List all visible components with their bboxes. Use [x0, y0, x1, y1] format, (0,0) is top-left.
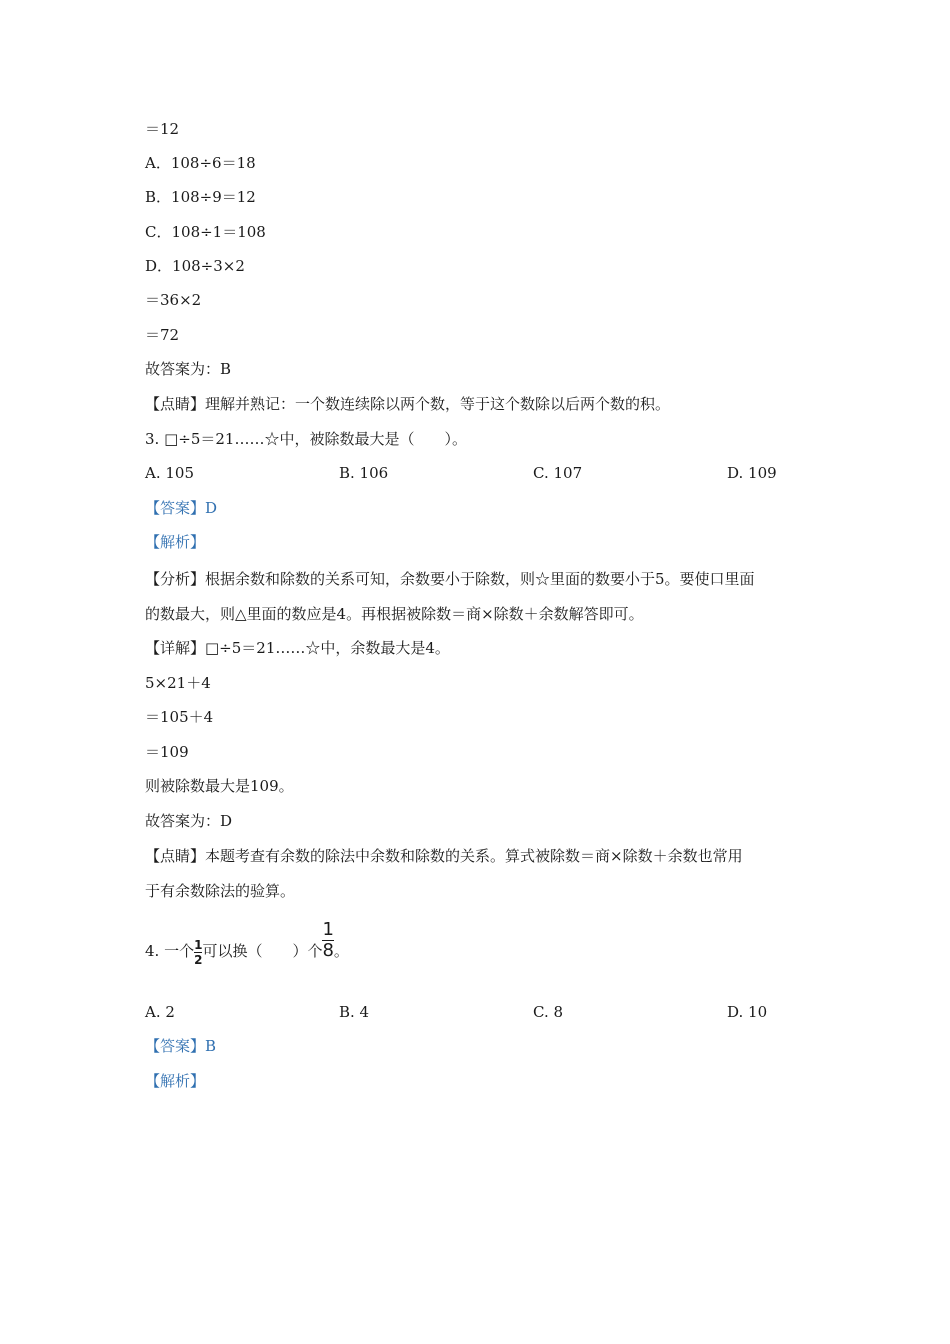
analysis-paragraph: 的数最大，则△里面的数应是4。再根据被除数＝商×除数＋余数解答即可。 — [145, 605, 644, 623]
calc-line: ＝72 — [145, 326, 180, 344]
question-4-option-d: D. 10 — [727, 1003, 768, 1021]
result-line: 则被除数最大是109。 — [145, 777, 294, 795]
question-4-stem — [145, 918, 349, 984]
question-3-answer: 【答案】D — [145, 499, 218, 517]
option-d-calc: D．108÷3×2 — [145, 257, 245, 275]
question-4-option-b: B. 4 — [339, 1003, 370, 1021]
question-4-prefix: 4. 一个 — [145, 942, 195, 960]
option-b-calc: B．108÷9＝12 — [145, 188, 256, 206]
calc-line: ＝36×2 — [145, 291, 202, 309]
calc-line: ＝12 — [145, 120, 180, 138]
fraction-denominator: 2 — [194, 952, 203, 967]
fraction-one-eighth — [322, 918, 334, 961]
question-3-option-d: D. 109 — [727, 464, 777, 482]
option-a-calc: A．108÷6＝18 — [145, 154, 256, 172]
question-3-option-b: B. 106 — [339, 464, 389, 482]
tip-paragraph: 于有余数除法的验算。 — [145, 882, 296, 900]
question-4-analysis-tag: 【解析】 — [145, 1072, 206, 1090]
fraction-numerator: 1 — [322, 918, 334, 940]
question-4-middle: 可以换（ ）个 — [202, 942, 323, 960]
detail-paragraph: 【详解】□÷5＝21……☆中，余数最大是4。 — [145, 639, 450, 657]
calc-line: ＝105＋4 — [145, 708, 214, 726]
tip-paragraph: 【点睛】理解并熟记：一个数连续除以两个数，等于这个数除以后两个数的积。 — [145, 395, 671, 413]
calc-line: ＝109 — [145, 743, 189, 761]
option-c-calc: C．108÷1＝108 — [145, 223, 266, 241]
question-3-analysis-tag: 【解析】 — [145, 533, 206, 551]
calc-line: 5×21＋4 — [145, 674, 211, 692]
question-3-option-c: C. 107 — [533, 464, 583, 482]
question-3-stem: 3. □÷5＝21……☆中，被除数最大是（ ）。 — [145, 430, 467, 448]
tip-paragraph: 【点睛】本题考查有余数的除法中余数和除数的关系。算式被除数＝商×除数＋余数也常用 — [145, 847, 743, 865]
fraction-numerator: 1 — [194, 937, 203, 952]
question-4-option-c: C. 8 — [533, 1003, 564, 1021]
conclusion-line: 故答案为：D — [145, 812, 233, 830]
question-4-option-a: A. 2 — [145, 1003, 175, 1021]
question-4-answer: 【答案】B — [145, 1037, 217, 1055]
fraction-denominator: 8 — [322, 939, 334, 961]
conclusion-line: 故答案为：B — [145, 360, 232, 378]
question-3-option-a: A. 105 — [145, 464, 194, 482]
question-4-suffix: 。 — [333, 942, 349, 960]
analysis-paragraph: 【分析】根据余数和除数的关系可知，余数要小于除数，则☆里面的数要小于5。要使口里面 — [145, 570, 755, 588]
